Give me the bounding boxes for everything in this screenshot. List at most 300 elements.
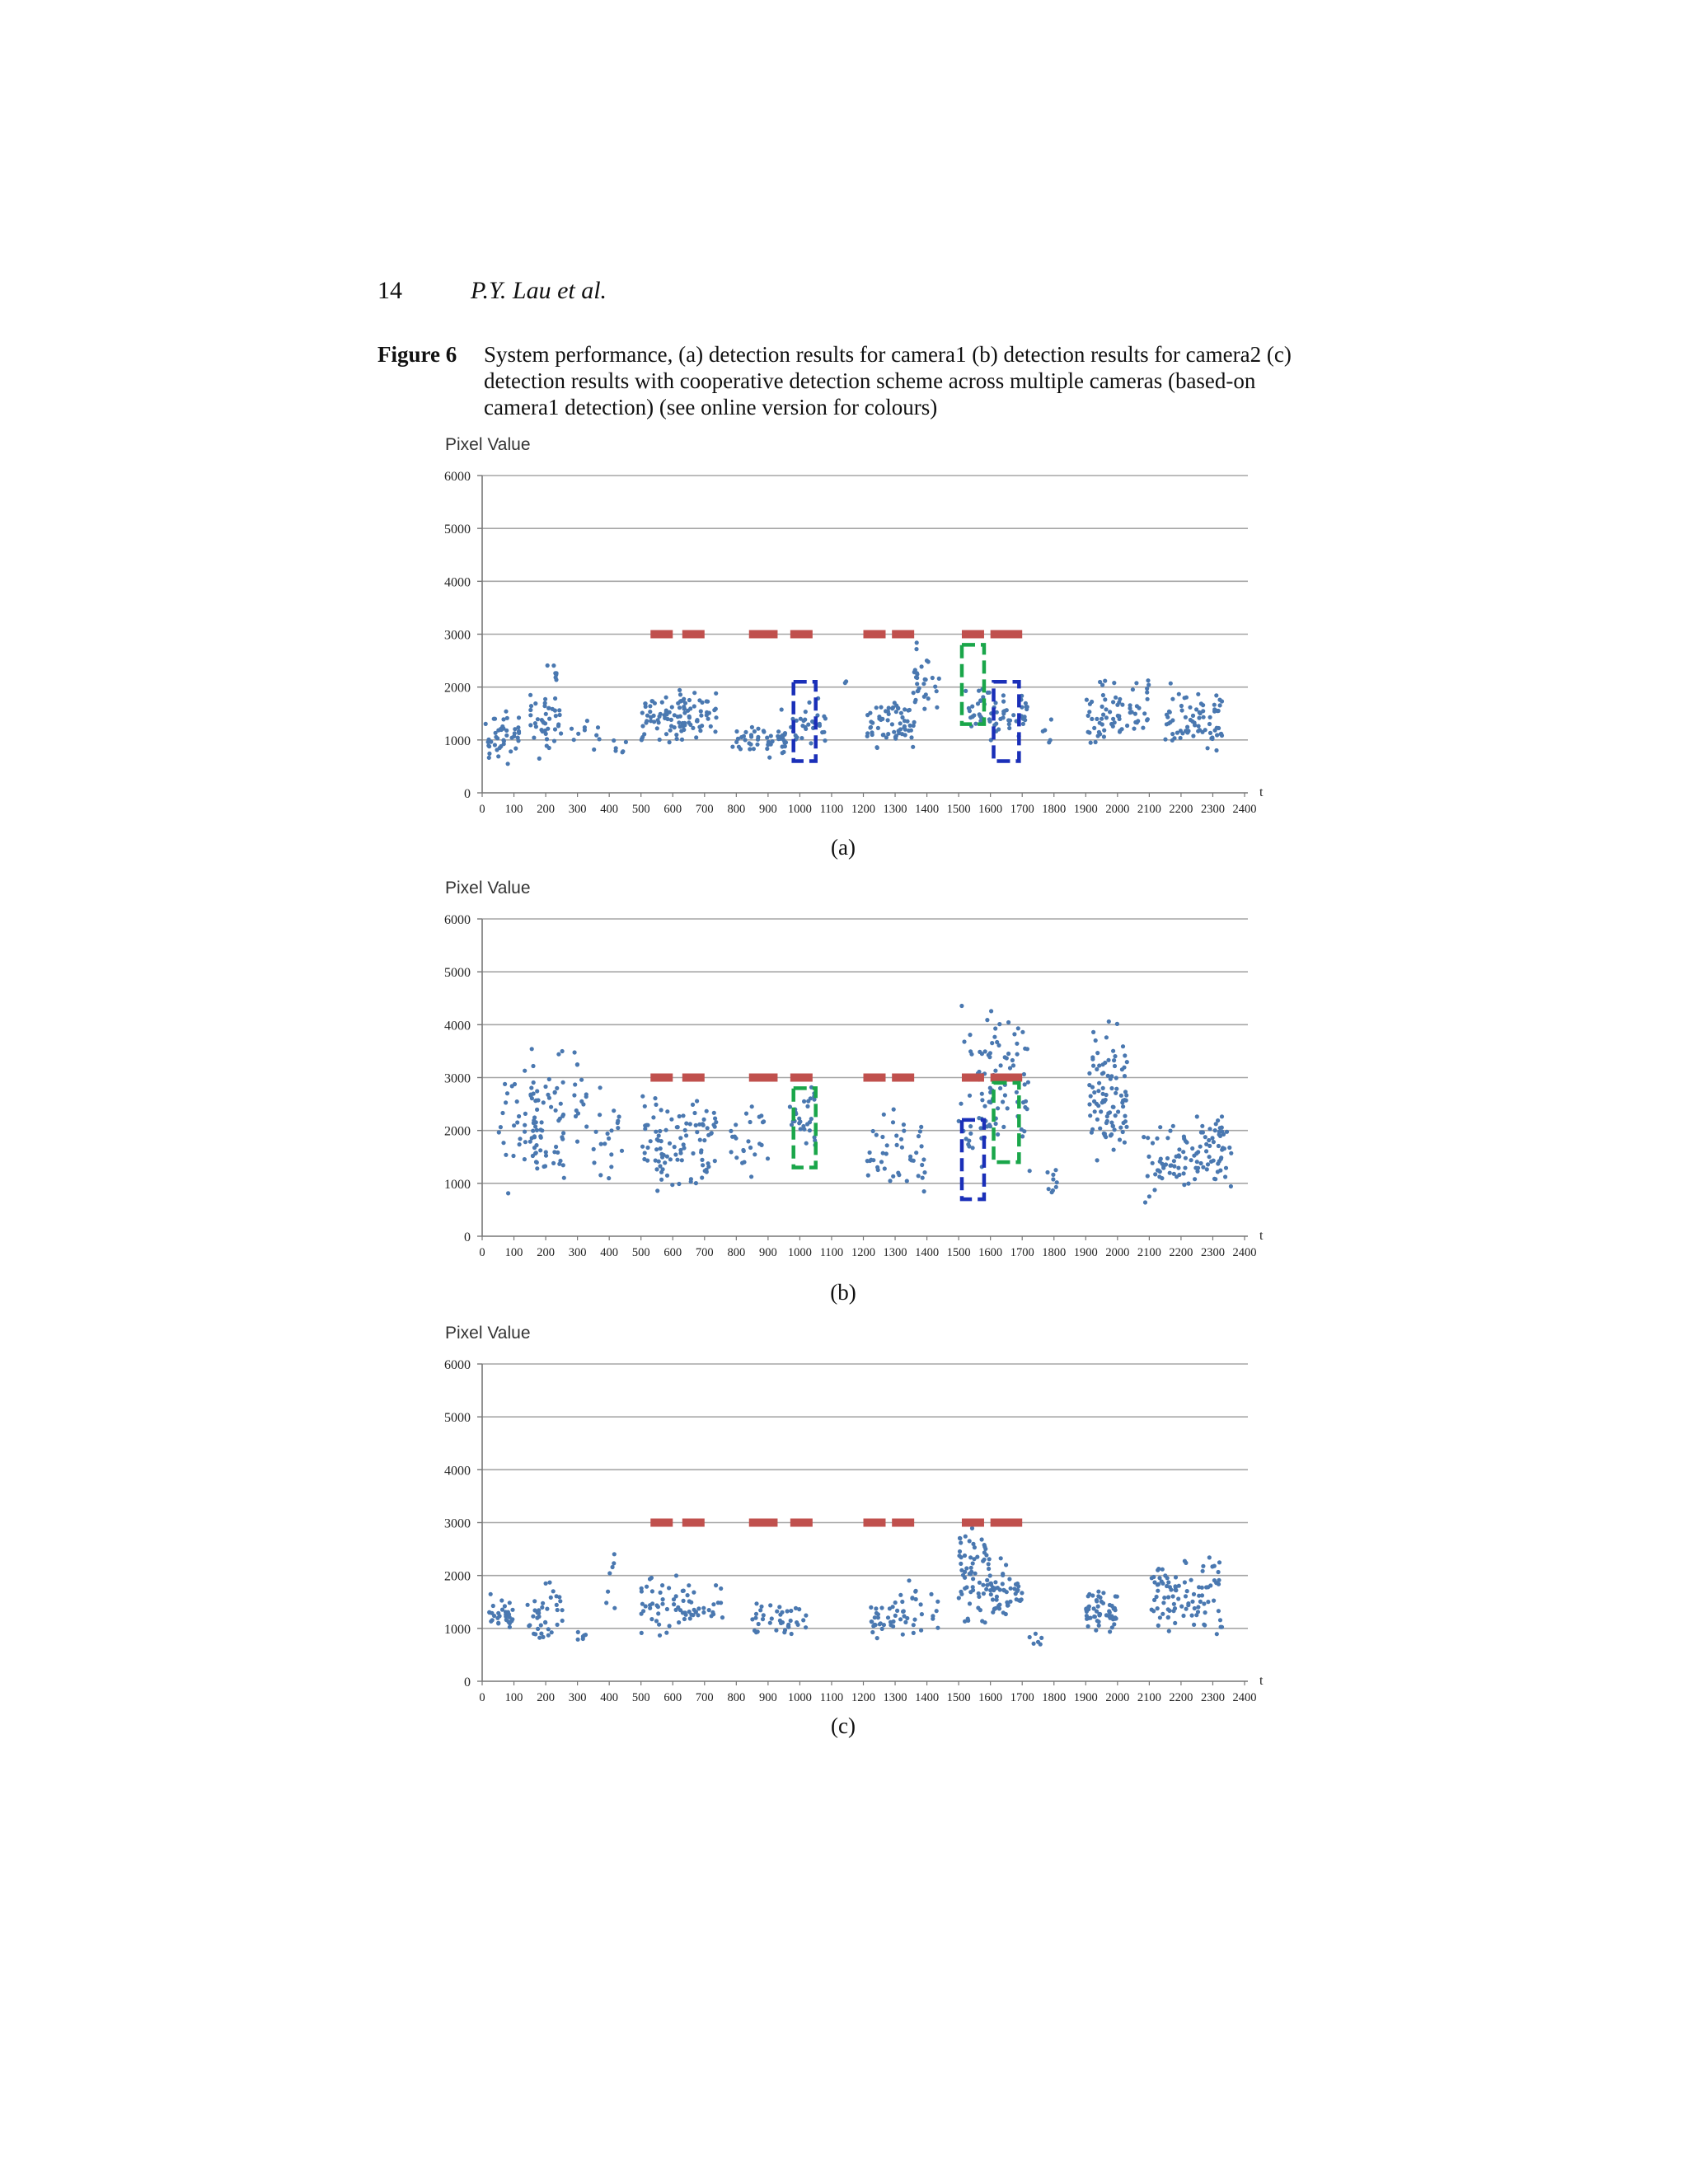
data-point — [885, 1143, 889, 1147]
y-tick-label: 5000 — [444, 966, 471, 981]
detection-bar — [962, 1519, 984, 1527]
data-point — [1177, 1147, 1181, 1151]
data-point — [562, 1176, 566, 1180]
data-point — [1146, 678, 1150, 682]
data-point — [988, 1124, 992, 1128]
data-point — [988, 1582, 992, 1586]
data-point — [762, 1613, 766, 1617]
data-point — [692, 691, 696, 695]
data-point — [917, 1134, 921, 1138]
data-point — [1092, 1090, 1096, 1094]
data-point — [675, 1158, 679, 1162]
data-point — [523, 1069, 527, 1073]
data-point — [982, 1104, 987, 1108]
data-point — [1098, 1596, 1102, 1600]
data-point — [1095, 717, 1099, 721]
data-point — [752, 747, 756, 751]
data-point — [1107, 1019, 1111, 1024]
x-tick-label: 900 — [759, 803, 777, 816]
data-point — [1219, 1157, 1223, 1161]
data-point — [649, 699, 654, 703]
detection-bar — [991, 1519, 1023, 1527]
data-point — [707, 1608, 711, 1612]
y-axis-label: Pixel Value — [445, 879, 531, 898]
x-tick-label: 2400 — [1232, 1246, 1257, 1259]
data-point — [1118, 1137, 1122, 1141]
data-point — [924, 677, 928, 682]
x-tick-label: 1200 — [851, 1246, 875, 1259]
data-point — [678, 1114, 682, 1118]
data-point — [762, 729, 766, 733]
data-point — [1204, 1142, 1208, 1146]
x-tick-label: 1900 — [1073, 803, 1098, 816]
data-point — [1177, 1173, 1181, 1177]
data-point — [1206, 1600, 1210, 1604]
data-point — [640, 724, 645, 728]
data-point — [996, 1132, 1000, 1137]
data-point — [673, 713, 677, 717]
data-point — [890, 722, 894, 726]
data-point — [756, 735, 760, 739]
data-point — [1158, 1615, 1162, 1619]
data-point — [990, 1041, 994, 1045]
data-point — [697, 698, 701, 702]
data-point — [988, 1573, 992, 1577]
data-point — [896, 1171, 900, 1175]
data-point — [551, 707, 555, 711]
detection-bar — [991, 1074, 1023, 1082]
data-point — [1101, 693, 1105, 697]
data-point — [780, 1610, 784, 1615]
data-point — [785, 1609, 790, 1613]
data-point — [891, 1174, 895, 1179]
data-point — [486, 738, 490, 742]
data-point — [1214, 1581, 1218, 1585]
data-point — [1229, 1151, 1233, 1155]
data-point — [509, 749, 513, 753]
data-point — [1097, 1613, 1101, 1617]
data-point — [511, 1154, 515, 1158]
data-point — [694, 1181, 698, 1185]
data-point — [779, 1621, 783, 1625]
data-point — [985, 1578, 989, 1582]
data-point — [532, 736, 536, 740]
data-point — [555, 1603, 559, 1607]
data-point — [547, 746, 551, 750]
data-point — [980, 1052, 984, 1056]
x-tick-label: 800 — [727, 803, 746, 816]
data-point — [669, 1118, 673, 1122]
data-point — [1146, 717, 1150, 721]
data-point — [881, 1151, 885, 1155]
data-point — [1123, 1114, 1127, 1118]
data-point — [1190, 1600, 1194, 1604]
data-point — [533, 1124, 537, 1128]
data-point — [543, 697, 547, 701]
data-point — [931, 676, 935, 680]
chart-panel-c — [412, 1319, 1286, 1714]
data-point — [1185, 1589, 1189, 1593]
data-point — [1053, 1168, 1057, 1172]
data-point — [1215, 1632, 1219, 1636]
data-point — [749, 1174, 753, 1179]
data-point — [505, 1091, 509, 1095]
data-point — [531, 1129, 535, 1133]
data-point — [919, 1602, 923, 1606]
data-point — [1132, 727, 1136, 731]
data-point — [958, 1549, 962, 1554]
data-point — [911, 745, 915, 749]
data-point — [1165, 1576, 1170, 1580]
data-point — [879, 705, 883, 710]
data-point — [795, 735, 799, 739]
data-point — [523, 1123, 527, 1127]
data-point — [612, 1552, 617, 1556]
data-point — [1130, 710, 1134, 714]
data-point — [879, 1160, 884, 1164]
data-point — [804, 1625, 808, 1629]
data-point — [1090, 1057, 1095, 1062]
data-point — [713, 1117, 717, 1121]
data-point — [729, 1150, 734, 1154]
data-point — [532, 1146, 537, 1150]
data-point — [547, 717, 551, 721]
detection-bar — [864, 1074, 886, 1082]
data-point — [871, 1158, 875, 1162]
data-point — [959, 1004, 964, 1008]
data-point — [802, 1127, 806, 1132]
data-point — [1124, 1093, 1128, 1097]
detection-bar — [682, 630, 705, 639]
data-point — [1095, 1619, 1100, 1623]
data-point — [750, 1104, 754, 1108]
data-point — [644, 705, 648, 709]
data-point — [528, 708, 532, 712]
data-point — [1034, 1632, 1038, 1636]
data-point — [556, 1623, 560, 1627]
data-point — [1184, 1156, 1188, 1160]
x-tick-label: 500 — [631, 1691, 650, 1704]
data-point — [1196, 1150, 1200, 1154]
data-point — [551, 1589, 556, 1593]
data-point — [1096, 1590, 1100, 1594]
data-point — [1135, 704, 1139, 708]
data-point — [1086, 1624, 1090, 1629]
data-point — [894, 733, 898, 738]
data-point — [1004, 1563, 1008, 1567]
data-point — [702, 1138, 706, 1142]
data-point — [1158, 1169, 1162, 1174]
y-tick-label: 0 — [464, 1230, 471, 1244]
x-tick-label: 400 — [600, 1246, 619, 1259]
data-point — [645, 1123, 649, 1127]
data-point — [528, 723, 532, 727]
data-point — [583, 728, 587, 732]
data-point — [1152, 1188, 1156, 1192]
data-point — [606, 1590, 610, 1594]
data-point — [504, 1153, 508, 1157]
x-tick-label: 1100 — [819, 1246, 844, 1259]
y-tick-label: 0 — [464, 787, 471, 801]
data-point — [575, 1062, 579, 1066]
data-point — [555, 1086, 559, 1090]
data-point — [499, 1125, 503, 1129]
data-point — [1016, 1026, 1020, 1030]
data-point — [1161, 1163, 1165, 1167]
data-point — [544, 712, 548, 716]
data-point — [1156, 1624, 1160, 1628]
data-point — [542, 1165, 546, 1169]
data-point — [495, 1616, 499, 1620]
data-point — [900, 1146, 904, 1150]
data-point — [1207, 1127, 1212, 1131]
data-point — [991, 1597, 995, 1601]
data-point — [529, 1085, 533, 1090]
data-point — [510, 1608, 514, 1612]
data-point — [714, 691, 718, 696]
data-point — [768, 1603, 772, 1607]
data-point — [895, 1609, 899, 1613]
data-point — [692, 1111, 696, 1115]
data-point — [664, 709, 668, 713]
data-point — [518, 1137, 522, 1141]
x-axis-label: t — [1259, 1674, 1264, 1688]
data-point — [706, 1126, 710, 1130]
data-point — [648, 704, 652, 708]
data-point — [1095, 1051, 1100, 1055]
running-head-authors: P.Y. Lau et al. — [471, 277, 607, 304]
data-point — [1200, 730, 1204, 734]
data-point — [1220, 1114, 1224, 1118]
data-point — [493, 743, 497, 747]
data-point — [688, 1616, 692, 1620]
data-point — [1043, 728, 1047, 732]
data-point — [1146, 1136, 1150, 1140]
x-tick-label: 100 — [504, 803, 523, 816]
data-point — [1122, 1066, 1126, 1070]
data-point — [1021, 722, 1025, 726]
data-point — [1151, 1161, 1155, 1165]
data-point — [1189, 1578, 1193, 1582]
data-point — [922, 707, 926, 711]
data-point — [1045, 1170, 1049, 1174]
data-point — [536, 1627, 540, 1631]
data-point — [994, 722, 998, 726]
data-point — [1179, 704, 1184, 708]
data-point — [998, 1587, 1002, 1591]
data-point — [1165, 715, 1170, 719]
x-tick-label: 2000 — [1105, 1691, 1130, 1704]
data-point — [660, 1155, 664, 1160]
data-point — [1089, 1094, 1093, 1098]
data-point — [1160, 1612, 1165, 1616]
data-point — [1096, 733, 1100, 738]
x-tick-label: 1700 — [1010, 1246, 1034, 1259]
data-point — [609, 1152, 613, 1156]
data-point — [881, 733, 885, 737]
data-point — [1110, 1625, 1114, 1629]
data-point — [648, 710, 652, 714]
x-tick-label: 500 — [631, 1246, 650, 1259]
data-point — [874, 705, 879, 710]
data-point — [1170, 697, 1175, 701]
data-point — [560, 1049, 565, 1053]
y-tick-label: 6000 — [444, 1358, 471, 1372]
data-point — [1090, 717, 1094, 721]
data-point — [781, 744, 785, 748]
x-tick-label: 2200 — [1169, 1691, 1193, 1704]
data-point — [493, 717, 497, 721]
x-tick-label: 2100 — [1137, 1246, 1161, 1259]
data-point — [1215, 726, 1219, 730]
data-point — [926, 659, 931, 663]
data-point — [919, 1629, 923, 1633]
data-point — [714, 715, 718, 719]
data-point — [1197, 1585, 1201, 1589]
data-point — [658, 738, 662, 742]
data-point — [1143, 1200, 1147, 1204]
data-point — [886, 1615, 890, 1619]
data-point — [1115, 1022, 1119, 1026]
data-point — [665, 1109, 669, 1113]
figure-label: Figure 6 — [377, 342, 457, 367]
data-point — [969, 1052, 973, 1057]
data-point — [998, 1086, 1002, 1090]
data-point — [523, 1140, 528, 1144]
data-point — [901, 1633, 905, 1637]
y-tick-label: 0 — [464, 1675, 471, 1690]
data-point — [664, 732, 668, 736]
data-point — [1217, 1570, 1221, 1574]
sublabel-c: (c) — [831, 1713, 856, 1738]
data-point — [1104, 707, 1108, 711]
data-point — [924, 692, 928, 696]
data-point — [640, 1145, 645, 1149]
data-point — [609, 1128, 613, 1132]
data-point — [1095, 1067, 1099, 1071]
data-point — [535, 1108, 539, 1112]
data-point — [1099, 1109, 1103, 1113]
data-point — [664, 1631, 668, 1635]
data-point — [649, 1139, 653, 1143]
data-point — [1160, 1582, 1165, 1586]
data-point — [971, 1542, 975, 1546]
data-point — [980, 1619, 984, 1623]
data-point — [926, 696, 931, 701]
data-point — [654, 1167, 659, 1171]
data-point — [1200, 1124, 1204, 1128]
data-point — [935, 689, 939, 693]
data-point — [640, 1631, 644, 1635]
x-tick-label: 800 — [727, 1246, 746, 1259]
data-point — [686, 709, 690, 713]
data-point — [1203, 1623, 1207, 1627]
data-point — [653, 1096, 657, 1100]
data-point — [680, 738, 684, 742]
data-point — [743, 738, 748, 742]
data-point — [1199, 1161, 1203, 1165]
data-point — [640, 737, 644, 741]
data-point — [1036, 1640, 1040, 1644]
data-point — [501, 1141, 505, 1145]
data-point — [868, 1159, 872, 1163]
data-point — [607, 1571, 612, 1575]
chart-panel-b — [412, 874, 1286, 1269]
data-point — [729, 1129, 733, 1133]
data-point — [1227, 1146, 1231, 1150]
data-point — [1113, 720, 1117, 724]
data-point — [544, 1150, 548, 1154]
data-point — [1092, 1099, 1096, 1104]
data-point — [869, 1605, 873, 1610]
data-point — [890, 706, 894, 710]
data-point — [790, 1632, 794, 1636]
data-point — [1145, 691, 1149, 695]
data-point — [1168, 1129, 1172, 1133]
data-point — [984, 1587, 988, 1591]
data-point — [788, 1104, 792, 1108]
data-point — [1193, 1177, 1197, 1181]
data-point — [753, 729, 757, 733]
x-tick-label: 2300 — [1200, 1246, 1225, 1259]
data-point — [1114, 1113, 1118, 1118]
data-point — [499, 727, 503, 731]
data-point — [716, 1601, 720, 1605]
data-point — [804, 710, 808, 714]
x-tick-label: 300 — [568, 1691, 587, 1704]
detection-bar — [749, 1519, 778, 1527]
data-point — [558, 1599, 562, 1603]
data-point — [1101, 1099, 1105, 1103]
data-point — [678, 688, 682, 692]
data-point — [1103, 679, 1107, 683]
data-point — [1097, 1081, 1101, 1085]
data-point — [1104, 1121, 1109, 1125]
data-point — [971, 1577, 975, 1581]
data-point — [551, 663, 556, 668]
data-point — [491, 1604, 495, 1608]
data-point — [1028, 1169, 1032, 1173]
data-point — [995, 1040, 999, 1044]
data-point — [1097, 1624, 1101, 1628]
data-point — [675, 1125, 679, 1129]
data-point — [1103, 1132, 1107, 1136]
detection-bar — [962, 1074, 984, 1082]
data-point — [528, 713, 532, 717]
data-point — [995, 1598, 999, 1602]
data-point — [1092, 1615, 1096, 1619]
x-tick-label: 2100 — [1137, 1691, 1161, 1704]
data-point — [532, 1599, 537, 1603]
data-point — [1120, 1100, 1124, 1104]
data-point — [684, 1122, 688, 1126]
data-point — [576, 1638, 580, 1642]
x-tick-label: 2300 — [1200, 803, 1225, 816]
x-tick-label: 900 — [759, 1246, 777, 1259]
data-point — [754, 1612, 758, 1616]
data-point — [1123, 1074, 1127, 1078]
data-point — [503, 1604, 507, 1608]
x-tick-label: 2400 — [1232, 1691, 1257, 1704]
data-point — [980, 1092, 984, 1096]
data-point — [989, 1009, 993, 1013]
data-point — [987, 1567, 991, 1571]
data-point — [543, 1620, 547, 1624]
data-point — [1186, 729, 1190, 733]
data-point — [765, 736, 769, 740]
data-point — [893, 701, 897, 705]
green-detection-box — [962, 644, 984, 724]
